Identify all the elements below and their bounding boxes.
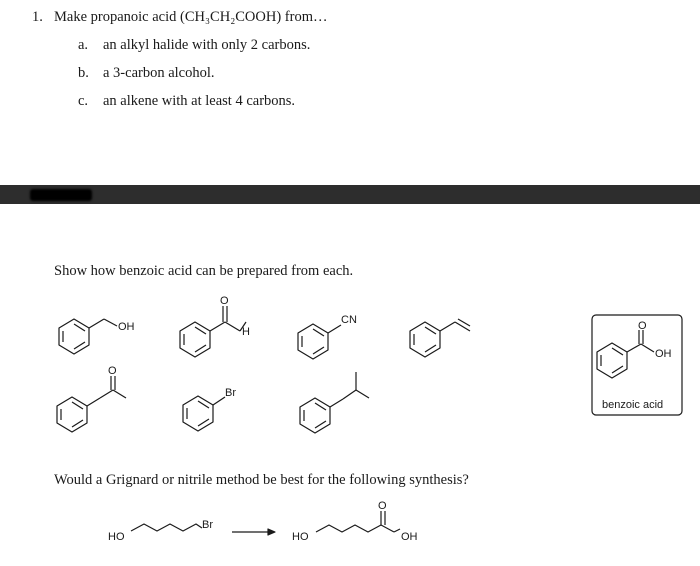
benzoic-acid-o-label: O <box>638 320 647 332</box>
problem-1-question: Make propanoic acid (CH₃CH₂COOH) from… <box>54 9 328 25</box>
problem-1-number: 1. <box>32 9 43 25</box>
isobutylbenzene-structure <box>300 372 369 433</box>
aldehyde-h-label: H <box>242 326 250 338</box>
benzoic-acid-oh-label: OH <box>655 348 672 360</box>
phenylacetonitrile-structure <box>298 324 341 359</box>
phenylacetone-structure <box>57 376 126 432</box>
reactant-ho-label: HO <box>108 531 125 543</box>
benzoic-acid-caption: benzoic acid <box>602 399 664 411</box>
part-c-text: an alkene with at least 4 carbons. <box>103 93 296 109</box>
problem-2-prompt: Show how benzoic acid can be prepared from each. <box>54 263 354 279</box>
part-a-letter: a. <box>78 37 89 53</box>
benzoic-acid-structure <box>597 330 654 378</box>
part-b-text: a 3-carbon alcohol. <box>103 65 215 81</box>
product-o-label: O <box>378 500 387 512</box>
phenylacetaldehyde-structure <box>180 306 246 357</box>
nitrile-cn-label: CN <box>341 314 357 326</box>
problem-3-prompt: Would a Grignard or nitrile method be best for the following synthesis? <box>54 472 469 488</box>
product-acid-structure <box>316 511 400 532</box>
product-oh-label: OH <box>401 531 418 543</box>
part-c-letter: c. <box>78 93 89 109</box>
reaction-arrow <box>232 529 275 535</box>
reactant-br-label: Br <box>202 519 213 531</box>
benzyl-alcohol-structure <box>59 319 117 354</box>
part-b-letter: b. <box>78 65 89 81</box>
styrene-structure <box>410 319 470 357</box>
bromobenzene-structure <box>183 396 225 431</box>
bromobenzene-br-label: Br <box>225 387 236 399</box>
benzyl-alcohol-oh-label: OH <box>118 321 135 333</box>
part-a-text: an alkyl halide with only 2 carbons. <box>103 37 311 53</box>
ketone-o-label: O <box>108 365 117 377</box>
aldehyde-o-label: O <box>220 295 229 307</box>
product-ho-label: HO <box>292 531 309 543</box>
bromohexanol-structure <box>131 524 202 531</box>
